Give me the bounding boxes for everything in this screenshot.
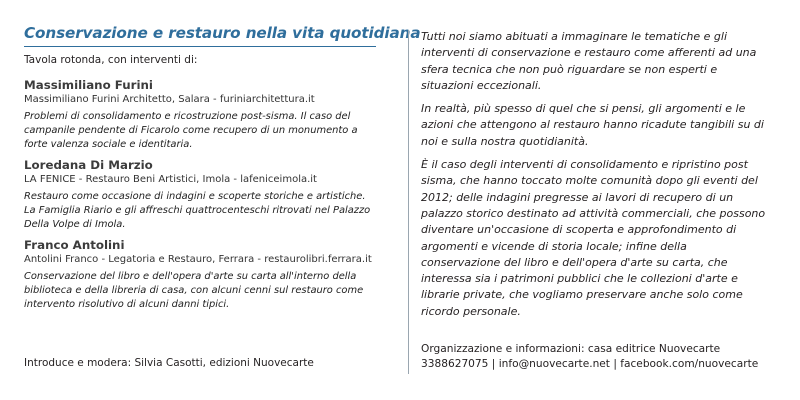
speaker-block [24, 78, 376, 152]
left-column [24, 24, 421, 312]
right-column [421, 29, 766, 327]
moderator-line: Introduce e modera: Silvia Casotti, edizioni Nuovecarte [24, 357, 314, 369]
page-title: Conservazione e restauro nella vita quotidiana [24, 24, 421, 42]
title-underline [24, 46, 376, 47]
speaker-topic: Problemi di consolidamento e ricostruzione post-sisma. Il caso del campanile pendente di Ficarolo come recupero di un monumento a forte valenza sociale e identitaria. [24, 111, 358, 150]
intro-text: Tavola rotonda, con interventi di: [24, 54, 198, 66]
speaker-name: Loredana Di Marzio [24, 158, 153, 172]
organization-label: Organizzazione e informazioni: casa editrice Nuovecarte [421, 343, 721, 355]
organization-contacts: 3388627075 | info@nuovecarte.net | facebook.com/nuovecarte [421, 358, 759, 370]
speaker-topic: Restauro come occasione di indagini e scoperte storiche e artistiche. La Famiglia Riario e gli affreschi quattrocenteschi ritrovati nel Palazzo Della Volpe di Imola. [24, 191, 371, 230]
speaker-affiliation: Massimiliano Furini Architetto, Salara - furiniarchitettura.it [24, 94, 315, 105]
speaker-topic: Conservazione del libro e dell'opera d'arte su carta all'interno della biblioteca e della libreria di casa, con alcuni cenni sul restauro come intervento risolutivo di alcuni danni tipici. [24, 271, 364, 310]
speaker-block [24, 158, 376, 232]
description-paragraph: È il caso degli interventi di consolidamento e ripristino post sisma, che hanno toccato molte comunità dopo gli eventi del 2012; delle indagini pregresse ai lavori di recupero di un palazzo storico destinato ad attività commerciali, che possono diventare un'occasione di scoperta e approfondimento di argomenti e vicende di storia locale; infine della conservazione del libro e dell'opera d'arte su carta, che interessa sia i patrimoni pubblici che le collezioni d'arte e librarie private, che vogliamo preservare anche solo come ricordo personale. [421, 158, 766, 318]
speaker-name: Franco Antolini [24, 238, 125, 252]
description-paragraph: In realtà, più spesso di quel che si pensi, gli argomenti e le azioni che attengono al restauro hanno ricadute tangibili su di noi e sulla nostra quotidianità. [421, 102, 764, 148]
speaker-block [24, 238, 376, 312]
speaker-affiliation: Antolini Franco - Legatoria e Restauro, Ferrara - restaurolibri.ferrara.it [24, 254, 372, 265]
speaker-name: Massimiliano Furini [24, 78, 153, 92]
column-divider [408, 30, 409, 374]
speaker-affiliation: LA FENICE - Restauro Beni Artistici, Imola - lafeniceimola.it [24, 174, 317, 185]
description-paragraph: Tutti noi siamo abituati a immaginare le tematiche e gli interventi di conservazione e restauro come afferenti ad una sfera tecnica che non può riguardare se non esperti e situazioni eccezionali. [421, 30, 757, 92]
organization-info [421, 342, 758, 372]
